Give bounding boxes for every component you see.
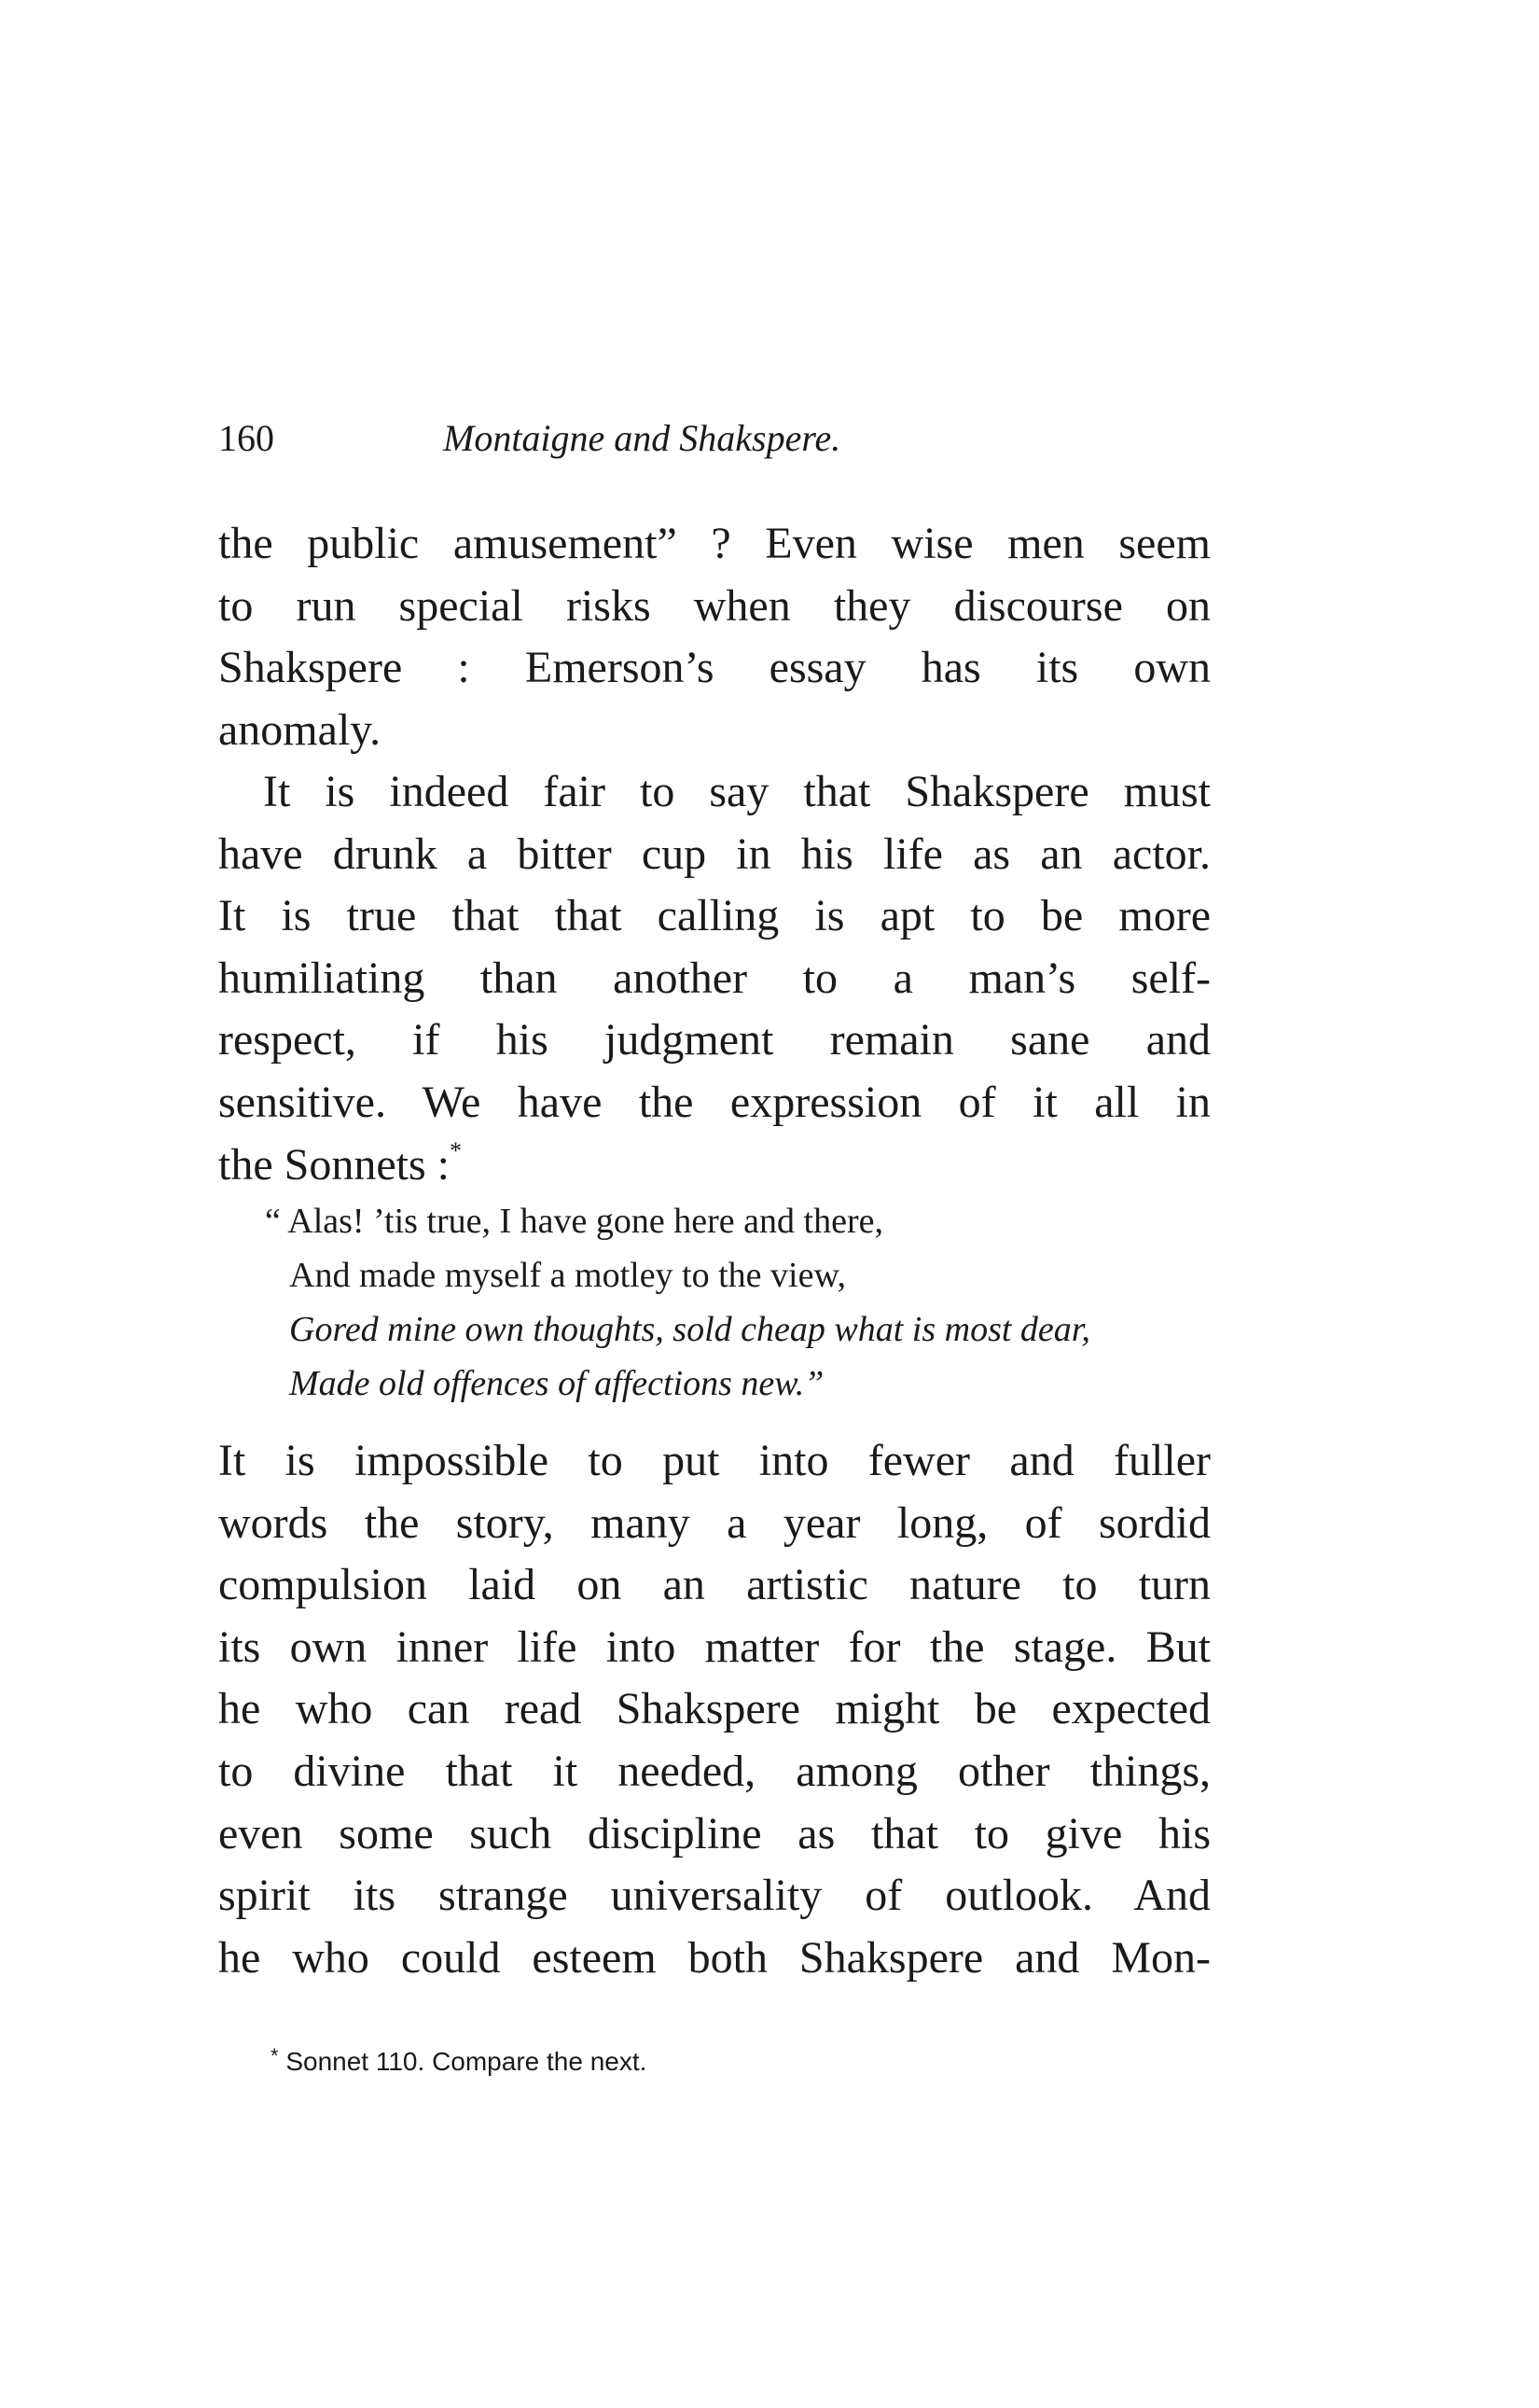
quote-line: Made old offences of affections new.” [289, 1364, 825, 1403]
quote-line: Gored mine own thoughts, sold cheap what is most dear, [289, 1310, 1090, 1349]
text-line: words the story, many a year long, of sordid [218, 1497, 1211, 1548]
text-line: sensitive. We have the expression of it all in [218, 1077, 1211, 1127]
footnote-text: Sonnet 110. Compare the next. [285, 2047, 647, 2076]
text-line: respect, if his judgment remain sane and [218, 1015, 1211, 1065]
text-line: Shakspere : Emerson’s essay has its own [218, 643, 1211, 693]
paragraph-two [218, 761, 1211, 1196]
footnote-marker: * [270, 2044, 279, 2067]
sonnet-quotation [265, 1194, 1244, 1411]
page-number: 160 [218, 417, 274, 459]
quote-line: And made myself a motley to the view, [289, 1256, 846, 1295]
running-head [218, 412, 1218, 465]
text-line: have drunk a bitter cup in his life as an actor. [218, 828, 1211, 879]
text-line: the Sonnets : [218, 1139, 450, 1190]
text-line: even some such discipline as that to give his [218, 1808, 1211, 1858]
text-line-with-footnote-ref [218, 1134, 1211, 1197]
text-line: spirit its strange universality of outlook. And [218, 1871, 1211, 1921]
text-line: anomaly. [218, 704, 381, 755]
text-line: to run special risks when they discourse on [218, 580, 1211, 631]
footnote [270, 2045, 646, 2079]
text-line: compulsion laid on an artistic nature to turn [218, 1560, 1211, 1610]
text-line: It is true that that calling is apt to be more [218, 891, 1211, 941]
footnote-reference: * [450, 1136, 462, 1164]
paragraph-three [218, 1430, 1211, 1989]
text-line: to divine that it needed, among other things, [218, 1746, 1211, 1796]
quote-line: “ Alas! ’tis true, I have gone here and there, [265, 1202, 883, 1241]
text-line: humiliating than another to a man’s self- [218, 953, 1211, 1003]
paragraph-continued [218, 513, 1211, 761]
text-line: the public amusement” ? Even wise men seem [218, 519, 1211, 568]
running-title: Montaigne and Shakspere. [443, 417, 841, 459]
text-line: It is indeed fair to say that Shakspere must [263, 767, 1211, 816]
text-line: It is impossible to put into fewer and fuller [218, 1436, 1211, 1485]
text-line: he who could esteem both Shakspere and Mon- [218, 1932, 1211, 1983]
text-line: he who can read Shakspere might be expected [218, 1684, 1211, 1734]
text-line: its own inner life into matter for the stage. But [218, 1622, 1211, 1672]
